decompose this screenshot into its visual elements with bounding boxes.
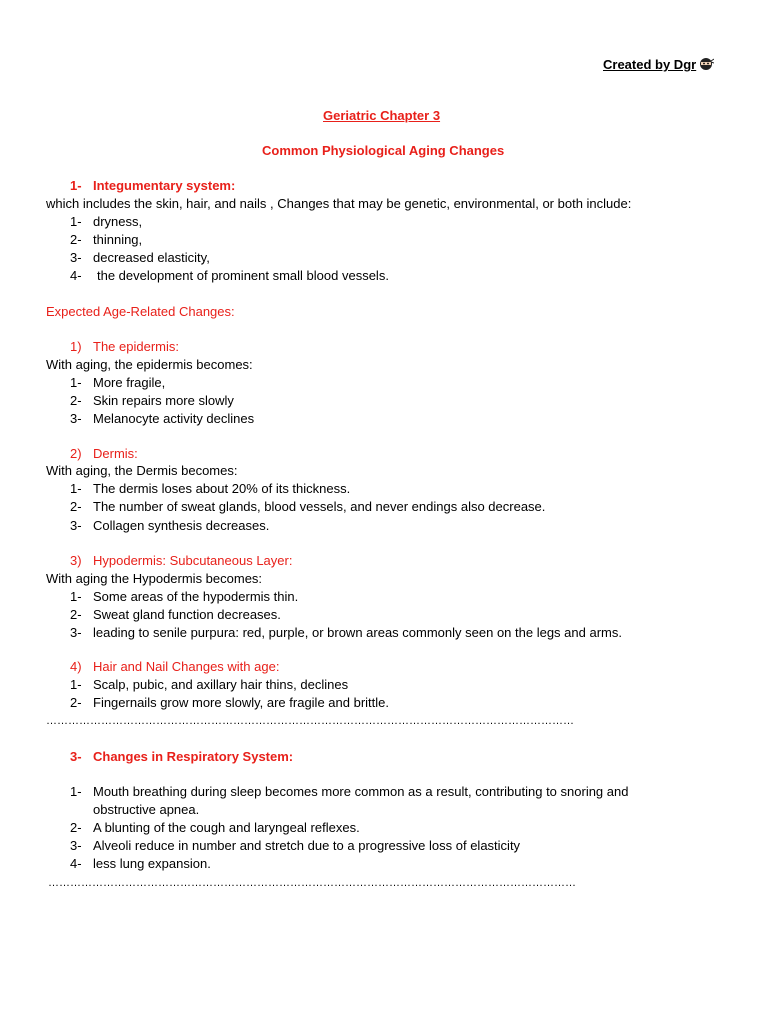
- subsection-heading-hypodermis: Hypodermis: Subcutaneous Layer:: [93, 553, 293, 568]
- list-item: Fingernails grow more slowly, are fragile and brittle.: [93, 695, 389, 710]
- list-number: 1-: [70, 589, 82, 604]
- list-number: 3-: [70, 411, 82, 426]
- section-heading-respiratory: Changes in Respiratory System:: [93, 749, 294, 764]
- list-number: 3-: [70, 518, 82, 533]
- section-heading-expected: Expected Age-Related Changes:: [46, 304, 235, 319]
- list-item: The dermis loses about 20% of its thickness.: [93, 481, 351, 496]
- list-item: less lung expansion.: [93, 856, 211, 871]
- list-number: 2-: [70, 607, 82, 622]
- list-number: 4-: [70, 268, 82, 283]
- list-number: 1-: [70, 214, 82, 229]
- list-number: 1-: [70, 481, 82, 496]
- section-number: 1-: [70, 178, 82, 193]
- list-item: Some areas of the hypodermis thin.: [93, 589, 299, 604]
- list-item: leading to senile purpura: red, purple, or brown areas commonly seen on the legs and arms.: [93, 625, 622, 640]
- subsection-number: 4): [70, 659, 82, 674]
- page-subtitle: Common Physiological Aging Changes: [262, 143, 505, 158]
- subsection-number: 1): [70, 339, 82, 354]
- list-number: 3-: [70, 250, 82, 265]
- subsection-intro: With aging, the epidermis becomes:: [46, 357, 253, 372]
- list-item: thinning,: [93, 232, 143, 247]
- list-item: dryness,: [93, 214, 143, 229]
- list-item: The number of sweat glands, blood vessels, and never endings also decrease.: [93, 499, 546, 514]
- list-number: 3-: [70, 625, 82, 640]
- list-number: 2-: [70, 499, 82, 514]
- list-item: Collagen synthesis decreases.: [93, 518, 270, 533]
- list-item: decreased elasticity,: [93, 250, 210, 265]
- list-item: Skin repairs more slowly: [93, 393, 234, 408]
- list-number: 1-: [70, 375, 82, 390]
- section-heading-integumentary: Integumentary system:: [93, 178, 236, 193]
- section-number: 3-: [70, 749, 82, 764]
- author-credit: [603, 56, 714, 76]
- list-number: 2-: [70, 232, 82, 247]
- author-credit-text: Created by Dgr: [603, 57, 697, 72]
- list-number: 2-: [70, 820, 82, 835]
- list-number: 1-: [70, 677, 82, 692]
- subsection-intro: With aging the Hypodermis becomes:: [46, 571, 263, 586]
- list-number: 2-: [70, 393, 82, 408]
- list-item: A blunting of the cough and laryngeal reflexes.: [93, 820, 360, 835]
- list-number: 2-: [70, 695, 82, 710]
- dotted-separator: ………………………………………………………………………………………………………………………………: [46, 715, 574, 727]
- list-item: Sweat gland function decreases.: [93, 607, 281, 622]
- subsection-heading-epidermis: The epidermis:: [93, 339, 179, 354]
- dotted-separator: ………………………………………………………………………………………………………………………………: [48, 877, 576, 889]
- ninja-icon: [698, 57, 714, 76]
- subsection-heading-dermis: Dermis:: [93, 446, 138, 461]
- list-number: 4-: [70, 856, 82, 871]
- list-item: Scalp, pubic, and axillary hair thins, declines: [93, 677, 349, 692]
- subsection-number: 3): [70, 553, 82, 568]
- list-item: Mouth breathing during sleep becomes more common as a result, contributing to snoring and obstructive apnea.: [93, 784, 629, 817]
- list-number: 1-: [70, 784, 82, 799]
- list-number: 3-: [70, 838, 82, 853]
- list-item: More fragile,: [93, 375, 166, 390]
- list-item: Alveoli reduce in number and stretch due to a progressive loss of elasticity: [93, 838, 521, 853]
- subsection-intro: With aging, the Dermis becomes:: [46, 463, 238, 478]
- subsection-number: 2): [70, 446, 82, 461]
- section-intro: which includes the skin, hair, and nails , Changes that may be genetic, environmental, or both include:: [46, 196, 632, 211]
- subsection-heading-hair: Hair and Nail Changes with age:: [93, 659, 280, 674]
- page-title: Geriatric Chapter 3: [323, 108, 441, 123]
- list-item: the development of prominent small blood vessels.: [97, 268, 389, 283]
- list-item: Melanocyte activity declines: [93, 411, 255, 426]
